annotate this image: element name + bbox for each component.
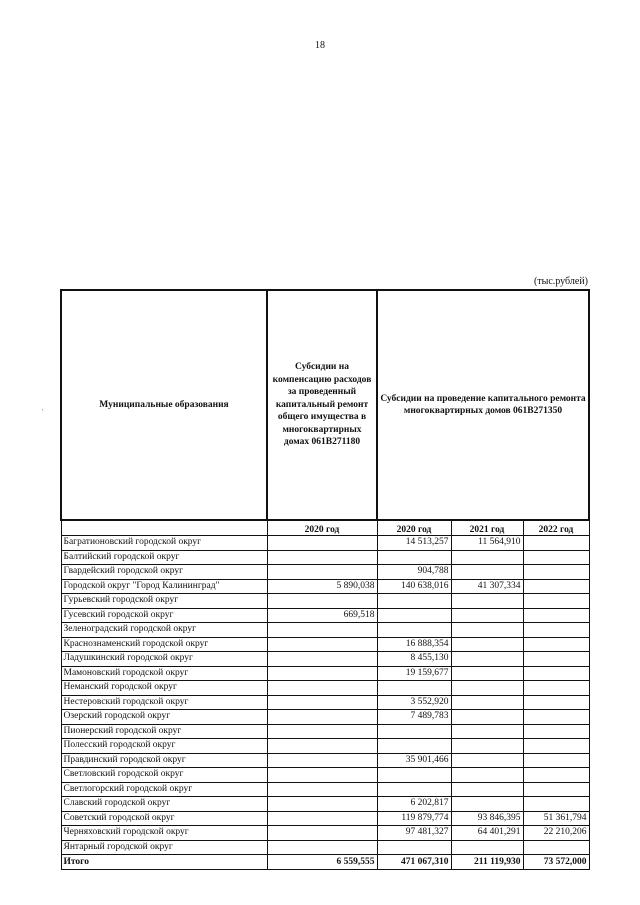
value-cell [451, 594, 523, 609]
scan-speck: ' [42, 408, 44, 416]
value-cell [267, 594, 377, 609]
year-col-2: 2020 год [377, 520, 451, 536]
header-municipalities: Муниципальные образования [61, 290, 267, 520]
table-row [61, 782, 589, 797]
value-cell [267, 826, 377, 841]
value-cell [267, 695, 377, 710]
value-cell [523, 623, 589, 638]
value-cell [267, 637, 377, 652]
municipality-name: Озерский городской округ [61, 710, 267, 725]
value-cell [267, 666, 377, 681]
municipality-name: Гвардейский городской округ [61, 565, 267, 580]
value-cell [523, 768, 589, 783]
year-col-3: 2021 год [451, 520, 523, 536]
value-cell: 14 513,257 [377, 536, 451, 551]
value-cell [523, 579, 589, 594]
value-cell [451, 637, 523, 652]
municipality-name: Правдинский городской округ [61, 753, 267, 768]
value-cell: 5 890,038 [267, 579, 377, 594]
value-cell: 51 361,794 [523, 811, 589, 826]
table-row [61, 681, 589, 696]
table-row [61, 536, 589, 551]
value-cell [377, 623, 451, 638]
value-cell [451, 681, 523, 696]
table-row [61, 826, 589, 841]
value-cell [523, 637, 589, 652]
value-cell: 140 638,016 [377, 579, 451, 594]
value-cell: 8 455,130 [377, 652, 451, 667]
value-cell [377, 782, 451, 797]
value-cell [267, 623, 377, 638]
value-cell [523, 666, 589, 681]
value-cell [267, 565, 377, 580]
value-cell: 35 901,466 [377, 753, 451, 768]
year-empty [61, 520, 267, 536]
value-cell [451, 768, 523, 783]
value-cell [267, 550, 377, 565]
value-cell [377, 739, 451, 754]
value-cell [451, 753, 523, 768]
value-cell [267, 840, 377, 855]
value-cell: 41 307,334 [451, 579, 523, 594]
value-cell [523, 840, 589, 855]
value-cell [523, 536, 589, 551]
value-cell [267, 753, 377, 768]
total-cell: 6 559,555 [267, 855, 377, 870]
table-row [61, 550, 589, 565]
value-cell [267, 768, 377, 783]
value-cell [377, 724, 451, 739]
value-cell: 669,518 [267, 608, 377, 623]
table-row [61, 608, 589, 623]
value-cell [451, 652, 523, 667]
municipality-name: Мамоновский городской округ [61, 666, 267, 681]
value-cell [523, 724, 589, 739]
subsidy-table [60, 289, 590, 870]
page-number: 18 [315, 40, 325, 51]
value-cell [523, 565, 589, 580]
value-cell: 119 879,774 [377, 811, 451, 826]
value-cell: 64 401,291 [451, 826, 523, 841]
value-cell: 3 552,920 [377, 695, 451, 710]
value-cell [377, 550, 451, 565]
value-cell [267, 811, 377, 826]
municipality-name: Янтарный городской округ [61, 840, 267, 855]
value-cell: 97 481,327 [377, 826, 451, 841]
total-label: Итого [61, 855, 267, 870]
table-row [61, 579, 589, 594]
table-row [61, 753, 589, 768]
value-cell [267, 739, 377, 754]
value-cell [377, 768, 451, 783]
table-row [61, 652, 589, 667]
value-cell [267, 782, 377, 797]
table-row [61, 623, 589, 638]
value-cell [267, 536, 377, 551]
value-cell: 11 564,910 [451, 536, 523, 551]
value-cell: 6 202,817 [377, 797, 451, 812]
year-col-4: 2022 год [523, 520, 589, 536]
units-label: (тыс.рублей) [533, 276, 588, 287]
table-row [61, 565, 589, 580]
table-row [61, 710, 589, 725]
table-row [61, 811, 589, 826]
value-cell: 22 210,206 [523, 826, 589, 841]
value-cell [451, 695, 523, 710]
value-cell [451, 797, 523, 812]
municipality-name: Зеленоградский городской округ [61, 623, 267, 638]
value-cell: 904,788 [377, 565, 451, 580]
value-cell [451, 666, 523, 681]
total-cell: 211 119,930 [451, 855, 523, 870]
value-cell [451, 710, 523, 725]
value-cell [451, 623, 523, 638]
municipality-name: Нестеровский городской округ [61, 695, 267, 710]
municipality-name: Гусевский городской округ [61, 608, 267, 623]
value-cell [523, 608, 589, 623]
year-col-1: 2020 год [267, 520, 377, 536]
value-cell [523, 753, 589, 768]
value-cell [377, 594, 451, 609]
municipality-name: Балтийский городской округ [61, 550, 267, 565]
table-row [61, 768, 589, 783]
value-cell: 7 489,783 [377, 710, 451, 725]
value-cell [523, 710, 589, 725]
municipality-name: Неманский городской округ [61, 681, 267, 696]
municipality-name: Пионерский городской округ [61, 724, 267, 739]
value-cell [523, 782, 589, 797]
value-cell [451, 565, 523, 580]
value-cell [523, 550, 589, 565]
value-cell [523, 797, 589, 812]
value-cell [451, 724, 523, 739]
value-cell [267, 724, 377, 739]
value-cell: 93 846,395 [451, 811, 523, 826]
value-cell: 19 159,677 [377, 666, 451, 681]
table-footer [61, 855, 589, 870]
table-row [61, 739, 589, 754]
value-cell [267, 710, 377, 725]
table-row [61, 840, 589, 855]
header-compensation-subsidy: Субсидии на компенсацию расходов за проведенный капитальный ремонт общего имущества в многоквартирных домах 061В271180 [267, 290, 377, 520]
value-cell [267, 797, 377, 812]
table-row [61, 666, 589, 681]
municipality-name: Советский городской округ [61, 811, 267, 826]
value-cell [451, 550, 523, 565]
total-cell: 73 572,000 [523, 855, 589, 870]
municipality-name: Черняховский городской округ [61, 826, 267, 841]
value-cell: 16 888,354 [377, 637, 451, 652]
municipality-name: Багратионовский городской округ [61, 536, 267, 551]
municipality-name: Ладушкинский городской округ [61, 652, 267, 667]
municipality-name: Светловский городской округ [61, 768, 267, 783]
value-cell [523, 594, 589, 609]
value-cell [267, 681, 377, 696]
value-cell [451, 840, 523, 855]
municipality-name: Гурьевский городской округ [61, 594, 267, 609]
value-cell [451, 782, 523, 797]
value-cell [377, 608, 451, 623]
municipality-name: Городской округ "Город Калининград" [61, 579, 267, 594]
value-cell [451, 608, 523, 623]
value-cell [451, 739, 523, 754]
value-cell [523, 652, 589, 667]
table-row [61, 797, 589, 812]
municipality-name: Светлогорский городской округ [61, 782, 267, 797]
municipality-name: Краснознаменский городской округ [61, 637, 267, 652]
total-cell: 471 067,310 [377, 855, 451, 870]
total-row [61, 855, 589, 870]
table-body [61, 536, 589, 855]
municipality-name: Полесский городской округ [61, 739, 267, 754]
table-row [61, 594, 589, 609]
table-header [61, 290, 589, 536]
value-cell [523, 695, 589, 710]
value-cell [523, 739, 589, 754]
table-row [61, 695, 589, 710]
table-row [61, 637, 589, 652]
value-cell [267, 652, 377, 667]
header-capital-repair-subsidy: Субсидии на проведение капитального ремонта многоквартирных домов 061В271350 [377, 290, 589, 520]
value-cell [377, 840, 451, 855]
municipality-name: Славский городской округ [61, 797, 267, 812]
table-row [61, 724, 589, 739]
value-cell [377, 681, 451, 696]
value-cell [523, 681, 589, 696]
